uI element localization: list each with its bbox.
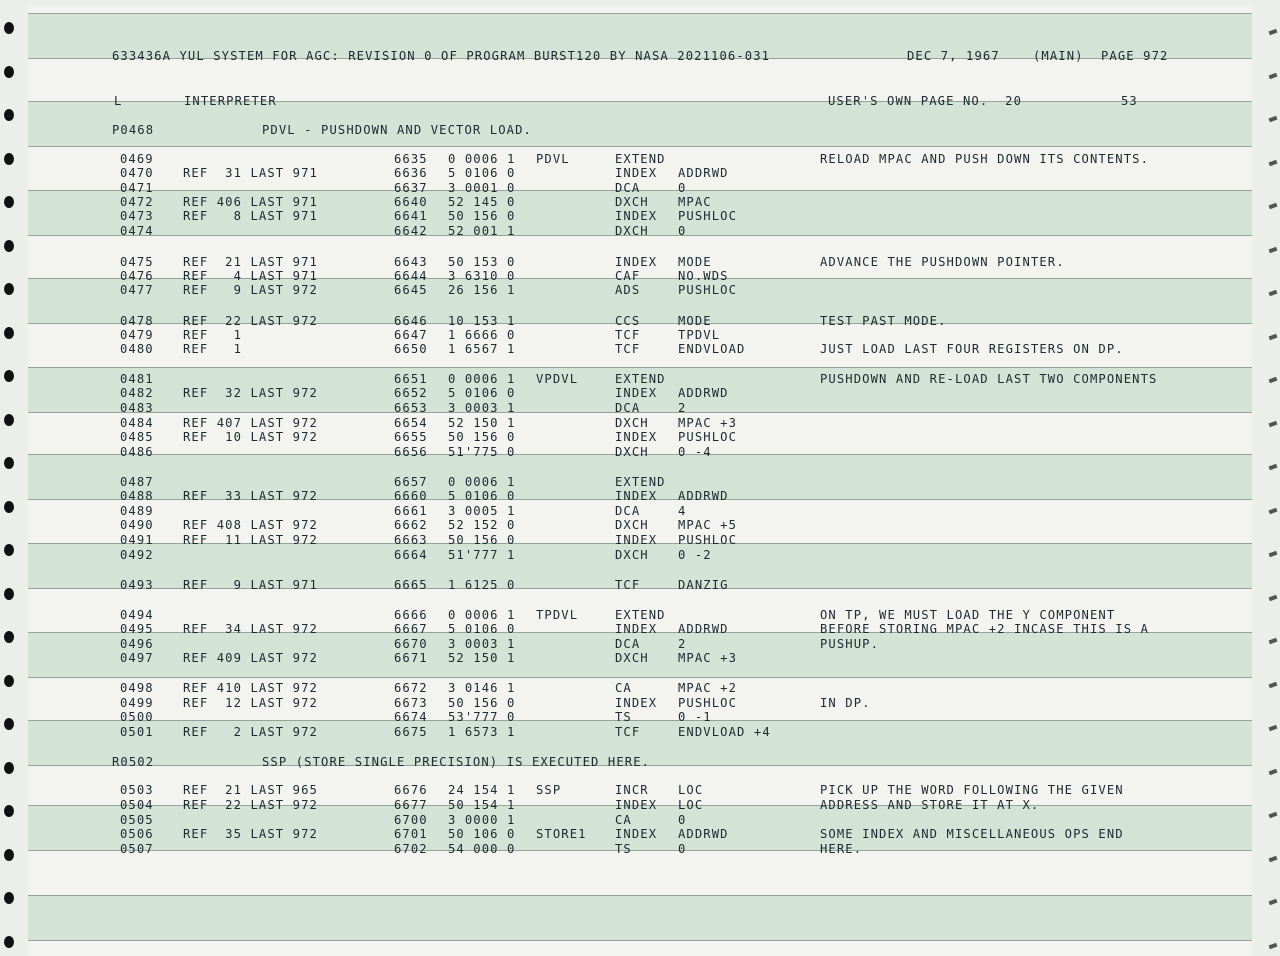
listing-address: 6670 xyxy=(394,637,428,651)
listing-octal-word: 3 0001 0 xyxy=(448,181,516,195)
listing-operand: 0 -4 xyxy=(678,445,712,459)
listing-address: 6661 xyxy=(394,504,428,518)
listing-octal-word: 50 153 0 xyxy=(448,255,516,269)
listing-section-title: SSP (STORE SINGLE PRECISION) IS EXECUTED HERE. xyxy=(262,755,651,769)
tractor-hole-icon xyxy=(1269,377,1278,383)
tractor-hole-icon xyxy=(1269,594,1278,600)
listing-address: 6665 xyxy=(394,578,428,592)
listing-opcode: INCR xyxy=(615,783,649,797)
listing-opcode: DCA xyxy=(615,637,641,651)
listing-address: 6671 xyxy=(394,651,428,665)
listing-comment: JUST LOAD LAST FOUR REGISTERS ON DP. xyxy=(820,342,1124,356)
listing-octal-word: 50 156 0 xyxy=(448,209,516,223)
listing-opcode: EXTEND xyxy=(615,475,666,489)
listing-line-number: 0498 xyxy=(120,681,154,695)
tractor-hole-icon xyxy=(1269,551,1278,557)
listing-comment: PUSHUP. xyxy=(820,637,880,651)
tractor-hole-icon xyxy=(1269,507,1278,513)
listing-line-number: 0478 xyxy=(120,314,154,328)
listing-octal-word: 52 150 1 xyxy=(448,416,516,430)
listing-line-number: 0486 xyxy=(120,445,154,459)
log-code: 53 xyxy=(1121,94,1138,108)
listing-operand: MPAC +5 xyxy=(678,518,738,532)
listing-octal-word: 26 156 1 xyxy=(448,283,516,297)
listing-line-number: 0479 xyxy=(120,328,154,342)
listing-line-number: 0477 xyxy=(120,283,154,297)
tractor-hole-icon xyxy=(1269,942,1278,948)
listing-opcode: INDEX xyxy=(615,827,658,841)
listing-comment: TEST PAST MODE. xyxy=(820,314,947,328)
listing-octal-word: 0 0006 1 xyxy=(448,475,516,489)
listing-reference: REF 409 LAST 972 xyxy=(183,651,318,665)
tractor-hole-icon xyxy=(4,675,14,687)
listing-address: 6651 xyxy=(394,372,428,386)
tractor-hole-icon xyxy=(4,457,14,469)
listing-label: TPDVL xyxy=(536,608,579,622)
listing-operand: PUSHLOC xyxy=(678,430,738,444)
listing-octal-word: 50 154 1 xyxy=(448,798,516,812)
listing-operand: PUSHLOC xyxy=(678,283,738,297)
listing-octal-word: 5 0106 0 xyxy=(448,166,516,180)
listing-opcode: INDEX xyxy=(615,166,658,180)
listing-comment: ADVANCE THE PUSHDOWN POINTER. xyxy=(820,255,1065,269)
listing-line-number: 0503 xyxy=(120,783,154,797)
listing-comment: PICK UP THE WORD FOLLOWING THE GIVEN xyxy=(820,783,1124,797)
listing-address: 6660 xyxy=(394,489,428,503)
listing-opcode: DXCH xyxy=(615,445,649,459)
listing-operand: 0 -2 xyxy=(678,548,712,562)
listing-address: 6640 xyxy=(394,195,428,209)
tractor-hole-icon xyxy=(4,153,14,165)
listing-octal-word: 51'775 0 xyxy=(448,445,516,459)
listing-octal-word: 51'777 1 xyxy=(448,548,516,562)
listing-comment: HERE. xyxy=(820,842,863,856)
tractor-hole-icon xyxy=(4,109,14,121)
listing-octal-word: 1 6567 1 xyxy=(448,342,516,356)
green-bar-band xyxy=(28,895,1252,941)
tractor-hole-icon xyxy=(1269,899,1278,905)
tractor-hole-icon xyxy=(1269,203,1278,209)
listing-reference: REF 1 xyxy=(183,328,243,342)
listing-operand: MPAC +2 xyxy=(678,681,738,695)
listing-address: 6664 xyxy=(394,548,428,562)
listing-operand: TPDVL xyxy=(678,328,721,342)
listing-comment: RELOAD MPAC AND PUSH DOWN ITS CONTENTS. xyxy=(820,152,1150,166)
section-name: (MAIN) xyxy=(1033,49,1084,63)
listing-octal-word: 5 0106 0 xyxy=(448,489,516,503)
tractor-hole-icon xyxy=(4,327,14,339)
listing-address: 6655 xyxy=(394,430,428,444)
listing-line-number: 0482 xyxy=(120,386,154,400)
tractor-hole-icon xyxy=(1269,159,1278,165)
listing-reference: REF 22 LAST 972 xyxy=(183,798,318,812)
listing-operand: 4 xyxy=(678,504,687,518)
listing-opcode: INDEX xyxy=(615,430,658,444)
listing-reference: REF 35 LAST 972 xyxy=(183,827,318,841)
listing-address: 6647 xyxy=(394,328,428,342)
listing-line-number: 0491 xyxy=(120,533,154,547)
listing-line-number: 0471 xyxy=(120,181,154,195)
listing-operand: ADDRWD xyxy=(678,489,729,503)
listing-operand: 0 xyxy=(678,813,687,827)
log-section-title: INTERPRETER xyxy=(184,94,277,108)
listing-line-number: 0476 xyxy=(120,269,154,283)
listing-line-number: 0500 xyxy=(120,710,154,724)
tractor-hole-icon xyxy=(1269,290,1278,296)
listing-line-number: 0494 xyxy=(120,608,154,622)
listing-opcode: DCA xyxy=(615,401,641,415)
listing-opcode: EXTEND xyxy=(615,372,666,386)
listing-octal-word: 3 0003 1 xyxy=(448,637,516,651)
listing-line-number: 0470 xyxy=(120,166,154,180)
listing-address: 6644 xyxy=(394,269,428,283)
tractor-hole-icon xyxy=(4,22,14,34)
listing-octal-word: 1 6573 1 xyxy=(448,725,516,739)
listing-operand: ENDVLOAD +4 xyxy=(678,725,771,739)
listing-operand: MODE xyxy=(678,255,712,269)
listing-opcode: INDEX xyxy=(615,255,658,269)
log-mark: L xyxy=(114,94,123,108)
listing-label: VPDVL xyxy=(536,372,579,386)
listing-address: 6654 xyxy=(394,416,428,430)
listing-opcode: TS xyxy=(615,710,632,724)
listing-line-number: 0504 xyxy=(120,798,154,812)
listing-address: 6645 xyxy=(394,283,428,297)
listing-line-number: 0480 xyxy=(120,342,154,356)
listing-address: 6643 xyxy=(394,255,428,269)
listing-operand: ADDRWD xyxy=(678,166,729,180)
listing-address: 6676 xyxy=(394,783,428,797)
tractor-hole-icon xyxy=(4,66,14,78)
listing-address: 6657 xyxy=(394,475,428,489)
listing-line-number: 0493 xyxy=(120,578,154,592)
listing-comment: PUSHDOWN AND RE-LOAD LAST TWO COMPONENTS xyxy=(820,372,1158,386)
tractor-hole-icon xyxy=(1269,638,1278,644)
listing-reference: REF 21 LAST 971 xyxy=(183,255,318,269)
listing-reference: REF 31 LAST 971 xyxy=(183,166,318,180)
listing-operand: 0 xyxy=(678,842,687,856)
listing-address: 6642 xyxy=(394,224,428,238)
tractor-hole-icon xyxy=(4,196,14,208)
listing-address: 6646 xyxy=(394,314,428,328)
listing-label: STORE1 xyxy=(536,827,587,841)
listing-operand: LOC xyxy=(678,783,704,797)
listing-opcode: TCF xyxy=(615,578,641,592)
listing-opcode: DXCH xyxy=(615,416,649,430)
listing-operand: MODE xyxy=(678,314,712,328)
tractor-hole-icon xyxy=(1269,812,1278,818)
listing-octal-word: 3 6310 0 xyxy=(448,269,516,283)
listing-octal-word: 50 156 0 xyxy=(448,533,516,547)
listing-reference: REF 4 LAST 971 xyxy=(183,269,318,283)
listing-opcode: DXCH xyxy=(615,518,649,532)
listing-octal-word: 5 0106 0 xyxy=(448,622,516,636)
listing-reference: REF 12 LAST 972 xyxy=(183,696,318,710)
tractor-hole-icon xyxy=(1269,855,1278,861)
listing-octal-word: 50 156 0 xyxy=(448,696,516,710)
listing-address: 6635 xyxy=(394,152,428,166)
listing-reference: REF 9 LAST 972 xyxy=(183,283,318,297)
listing-octal-word: 1 6666 0 xyxy=(448,328,516,342)
listing-address: 6656 xyxy=(394,445,428,459)
listing-operand: 0 xyxy=(678,181,687,195)
listing-operand: MPAC +3 xyxy=(678,416,738,430)
listing-opcode: EXTEND xyxy=(615,152,666,166)
listing-operand: 0 -1 xyxy=(678,710,712,724)
listing-line-number: 0496 xyxy=(120,637,154,651)
listing-opcode: INDEX xyxy=(615,622,658,636)
listing-octal-word: 52 150 1 xyxy=(448,651,516,665)
listing-opcode: DXCH xyxy=(615,651,649,665)
listing-opcode: DCA xyxy=(615,181,641,195)
listing-reference: REF 34 LAST 972 xyxy=(183,622,318,636)
print-date: DEC 7, 1967 xyxy=(907,49,1000,63)
listing-reference: REF 1 xyxy=(183,342,243,356)
listing-address: 6700 xyxy=(394,813,428,827)
tractor-hole-icon xyxy=(1269,768,1278,774)
listing-octal-word: 52 145 0 xyxy=(448,195,516,209)
listing-reference: REF 32 LAST 972 xyxy=(183,386,318,400)
listing-reference: REF 22 LAST 972 xyxy=(183,314,318,328)
listing-opcode: DXCH xyxy=(615,548,649,562)
tractor-hole-icon xyxy=(4,283,14,295)
listing-octal-word: 10 153 1 xyxy=(448,314,516,328)
listing-line-number: 0469 xyxy=(120,152,154,166)
listing-octal-word: 3 0146 1 xyxy=(448,681,516,695)
listing-opcode: EXTEND xyxy=(615,608,666,622)
listing-octal-word: 54 000 0 xyxy=(448,842,516,856)
listing-section-title: PDVL - PUSHDOWN AND VECTOR LOAD. xyxy=(262,123,532,137)
listing-operand: 0 xyxy=(678,224,687,238)
listing-reference: REF 33 LAST 972 xyxy=(183,489,318,503)
listing-label: PDVL xyxy=(536,152,570,166)
tractor-hole-icon xyxy=(4,718,14,730)
listing-line-number: 0473 xyxy=(120,209,154,223)
listing-operand: 2 xyxy=(678,401,687,415)
listing-operand: PUSHLOC xyxy=(678,533,738,547)
listing-octal-word: 0 0006 1 xyxy=(448,608,516,622)
listing-operand: ADDRWD xyxy=(678,622,729,636)
tractor-hole-icon xyxy=(1269,420,1278,426)
listing-opcode: INDEX xyxy=(615,209,658,223)
tractor-hole-icon xyxy=(4,588,14,600)
listing-comment: ADDRESS AND STORE IT AT X. xyxy=(820,798,1040,812)
listing-opcode: INDEX xyxy=(615,533,658,547)
tractor-hole-icon xyxy=(1269,464,1278,470)
tractor-hole-icon xyxy=(1269,681,1278,687)
listing-reference: REF 2 LAST 972 xyxy=(183,725,318,739)
listing-octal-word: 3 0005 1 xyxy=(448,504,516,518)
listing-octal-word: 53'777 0 xyxy=(448,710,516,724)
listing-label: SSP xyxy=(536,783,562,797)
listing-operand: ADDRWD xyxy=(678,386,729,400)
listing-address: 6637 xyxy=(394,181,428,195)
job-title: 633436A YUL SYSTEM FOR AGC: REVISION 0 OF PROGRAM BURST120 BY NASA 2021106-031 xyxy=(112,49,771,63)
listing-octal-word: 3 0000 1 xyxy=(448,813,516,827)
listing-octal-word: 52 152 0 xyxy=(448,518,516,532)
listing-octal-word: 3 0003 1 xyxy=(448,401,516,415)
tractor-hole-icon xyxy=(4,414,14,426)
listing-octal-word: 50 156 0 xyxy=(448,430,516,444)
listing-reference: REF 11 LAST 972 xyxy=(183,533,318,547)
listing-operand: DANZIG xyxy=(678,578,729,592)
listing-line-number: 0489 xyxy=(120,504,154,518)
listing-operand: MPAC xyxy=(678,195,712,209)
listing-address: 6674 xyxy=(394,710,428,724)
listing-address: 6672 xyxy=(394,681,428,695)
listing-address: 6667 xyxy=(394,622,428,636)
listing-line-number: 0495 xyxy=(120,622,154,636)
listing-operand: ENDVLOAD xyxy=(678,342,746,356)
listing-reference: REF 10 LAST 972 xyxy=(183,430,318,444)
listing-opcode: CAF xyxy=(615,269,641,283)
tractor-hole-icon xyxy=(1269,72,1278,78)
users-page-number: USER'S OWN PAGE NO. 20 xyxy=(828,94,1023,108)
tractor-hole-icon xyxy=(1269,246,1278,252)
listing-line-number: 0492 xyxy=(120,548,154,562)
listing-opcode: ADS xyxy=(615,283,641,297)
listing-line-number: 0487 xyxy=(120,475,154,489)
listing-octal-word: 1 6125 0 xyxy=(448,578,516,592)
listing-opcode: DXCH xyxy=(615,195,649,209)
listing-line-number: 0506 xyxy=(120,827,154,841)
listing-line-number: 0483 xyxy=(120,401,154,415)
listing-octal-word: 52 001 1 xyxy=(448,224,516,238)
listing-reference: REF 408 LAST 972 xyxy=(183,518,318,532)
tractor-hole-icon xyxy=(4,762,14,774)
listing-address: 6650 xyxy=(394,342,428,356)
listing-address: 6653 xyxy=(394,401,428,415)
listing-octal-word: 0 0006 1 xyxy=(448,152,516,166)
listing-address: 6673 xyxy=(394,696,428,710)
tractor-hole-icon xyxy=(4,936,14,948)
tractor-hole-icon xyxy=(1269,29,1278,35)
listing-line-number: 0507 xyxy=(120,842,154,856)
listing-address: 6666 xyxy=(394,608,428,622)
listing-comment: ON TP, WE MUST LOAD THE Y COMPONENT xyxy=(820,608,1116,622)
listing-opcode: CA xyxy=(615,681,632,695)
listing-line-number: 0488 xyxy=(120,489,154,503)
tractor-hole-icon xyxy=(4,240,14,252)
listing-address: 6701 xyxy=(394,827,428,841)
listing-opcode: INDEX xyxy=(615,696,658,710)
listing-operand: PUSHLOC xyxy=(678,209,738,223)
listing-reference: REF 407 LAST 972 xyxy=(183,416,318,430)
listing-line-number: 0505 xyxy=(120,813,154,827)
listing-reference: REF 406 LAST 971 xyxy=(183,195,318,209)
listing-opcode: TCF xyxy=(615,725,641,739)
listing-line-number: P0468 xyxy=(112,123,155,137)
listing-line-number: 0481 xyxy=(120,372,154,386)
listing-line-number: 0497 xyxy=(120,651,154,665)
listing-line-number: R0502 xyxy=(112,755,155,769)
listing-address: 6702 xyxy=(394,842,428,856)
listing-operand: PUSHLOC xyxy=(678,696,738,710)
listing-line-number: 0472 xyxy=(120,195,154,209)
listing-line-number: 0501 xyxy=(120,725,154,739)
listing-reference: REF 410 LAST 972 xyxy=(183,681,318,695)
listing-opcode: CCS xyxy=(615,314,641,328)
tractor-hole-icon xyxy=(1269,116,1278,122)
listing-operand: LOC xyxy=(678,798,704,812)
listing-opcode: DXCH xyxy=(615,224,649,238)
listing-line-number: 0499 xyxy=(120,696,154,710)
tractor-hole-icon xyxy=(4,892,14,904)
listing-comment: BEFORE STORING MPAC +2 INCASE THIS IS A xyxy=(820,622,1150,636)
listing-octal-word: 5 0106 0 xyxy=(448,386,516,400)
tractor-hole-icon xyxy=(4,805,14,817)
listing-line-number: 0485 xyxy=(120,430,154,444)
listing-line-number: 0474 xyxy=(120,224,154,238)
listing-address: 6636 xyxy=(394,166,428,180)
listing-comment: IN DP. xyxy=(820,696,871,710)
listing-line-number: 0490 xyxy=(120,518,154,532)
listing-octal-word: 50 106 0 xyxy=(448,827,516,841)
listing-address: 6663 xyxy=(394,533,428,547)
listing-line-number: 0484 xyxy=(120,416,154,430)
listing-address: 6677 xyxy=(394,798,428,812)
listing-operand: ADDRWD xyxy=(678,827,729,841)
listing-operand: NO.WDS xyxy=(678,269,729,283)
tractor-hole-icon xyxy=(4,370,14,382)
listing-address: 6652 xyxy=(394,386,428,400)
listing-line-number: 0475 xyxy=(120,255,154,269)
page-number: PAGE 972 xyxy=(1101,49,1169,63)
listing-address: 6662 xyxy=(394,518,428,532)
listing-opcode: CA xyxy=(615,813,632,827)
listing-opcode: TCF xyxy=(615,328,641,342)
listing-opcode: TCF xyxy=(615,342,641,356)
listing-address: 6675 xyxy=(394,725,428,739)
tractor-hole-icon xyxy=(4,501,14,513)
listing-opcode: TS xyxy=(615,842,632,856)
listing-opcode: INDEX xyxy=(615,798,658,812)
tractor-hole-icon xyxy=(4,544,14,556)
listing-operand: MPAC +3 xyxy=(678,651,738,665)
tractor-hole-icon xyxy=(4,849,14,861)
listing-reference: REF 9 LAST 971 xyxy=(183,578,318,592)
listing-reference: REF 8 LAST 971 xyxy=(183,209,318,223)
listing-opcode: INDEX xyxy=(615,386,658,400)
listing-address: 6641 xyxy=(394,209,428,223)
listing-opcode: DCA xyxy=(615,504,641,518)
listing-octal-word: 0 0006 1 xyxy=(448,372,516,386)
listing-reference: REF 21 LAST 965 xyxy=(183,783,318,797)
listing-opcode: INDEX xyxy=(615,489,658,503)
tractor-hole-icon xyxy=(1269,333,1278,339)
tractor-hole-icon xyxy=(4,631,14,643)
listing-operand: 2 xyxy=(678,637,687,651)
tractor-hole-icon xyxy=(1269,725,1278,731)
listing-octal-word: 24 154 1 xyxy=(448,783,516,797)
listing-comment: SOME INDEX AND MISCELLANEOUS OPS END xyxy=(820,827,1124,841)
